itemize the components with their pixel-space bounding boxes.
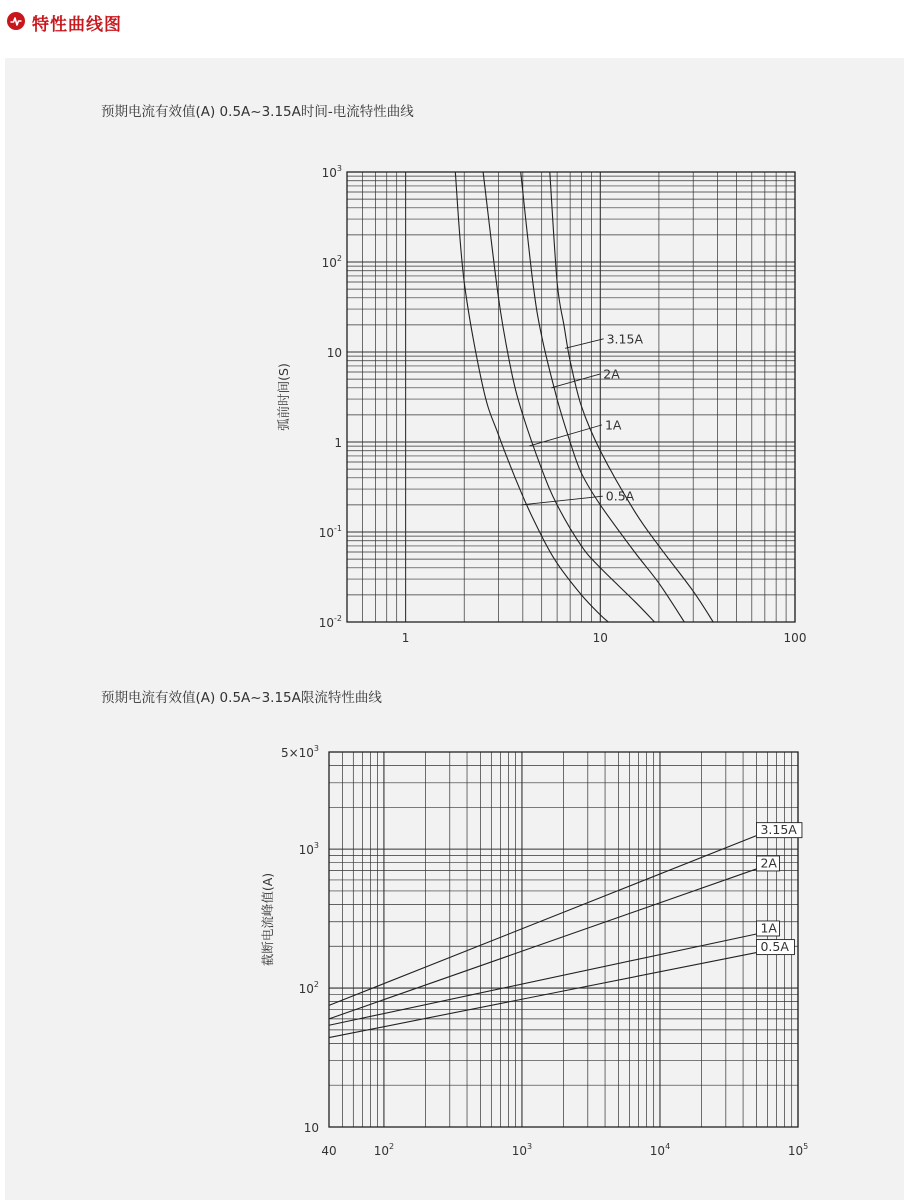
y-tick-label: $10^2$ (298, 980, 319, 997)
series-label-0.5A: 0.5A (760, 939, 789, 955)
y-tick-label: $10^3$ (298, 841, 319, 858)
y-tick-label: $10^{-2}$ (318, 614, 342, 630)
y-tick-label: 10 (326, 346, 342, 360)
series-label-1A: 1A (760, 920, 777, 936)
series-label-3.15A: 3.15A (606, 331, 644, 347)
page-title: 特性曲线图 (32, 15, 122, 35)
x-tick-label: $10^2$ (373, 1142, 395, 1158)
chart-title-current-limiting: 预期电流有效值(A) 0.5A~3.15A限流特性曲线 (101, 690, 382, 706)
series-label-3.15A: 3.15A (760, 822, 797, 838)
y-tick-label: $5\times 10^3$ (280, 744, 319, 760)
y-tick-label: $10^2$ (321, 254, 342, 270)
x-tick-label: 40 (321, 1144, 337, 1158)
x-tick-label: $10^5$ (787, 1142, 809, 1158)
y-axis-title: 截断电流峰值(A) (260, 872, 275, 967)
series-label-1A: 1A (604, 417, 622, 433)
series-label-2A: 2A (603, 366, 620, 382)
x-tick-label: 1 (401, 631, 410, 645)
y-axis-title: 弧前时间(S) (276, 363, 291, 431)
x-tick-label: $10^4$ (649, 1142, 671, 1158)
y-tick-label: 10 (303, 1121, 319, 1135)
x-tick-label: 100 (783, 631, 807, 645)
y-tick-label: $10^{-1}$ (318, 524, 342, 540)
series-label-0.5A: 0.5A (605, 488, 635, 504)
chart-title-time-current: 预期电流有效值(A) 0.5A~3.15A时间-电流特性曲线 (101, 104, 414, 120)
x-tick-label: $10^3$ (511, 1142, 533, 1158)
x-tick-label: 10 (592, 631, 608, 645)
y-tick-label: 1 (334, 436, 342, 450)
series-label-2A: 2A (760, 855, 777, 871)
y-tick-label: $10^3$ (321, 164, 342, 180)
